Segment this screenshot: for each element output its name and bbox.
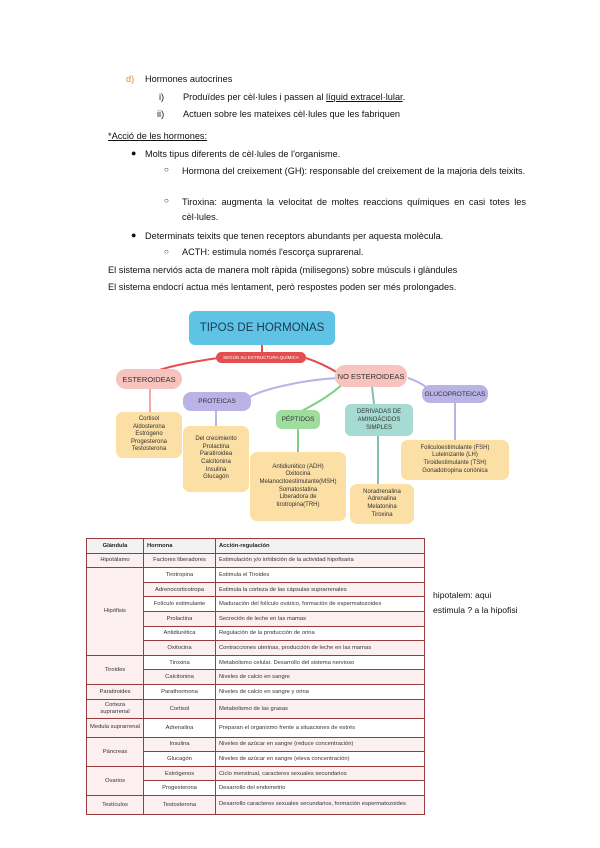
circle-bullet-icon: ○ (164, 196, 169, 205)
header-hormona: Hormona (144, 539, 216, 554)
gland-cell: Medula suprarrenal (87, 718, 144, 737)
bullet-text: Determinats teixits que tenen receptors abundants per aquesta molècula. (145, 231, 444, 241)
accio-heading: *Acció de les hormones: (108, 131, 208, 141)
list-derivadas: Noradrenalina Adrenalina Melatonina Tiroxina (350, 484, 414, 524)
node-glucoproteicas: GLUCOPROTEICAS (422, 385, 488, 403)
table-row (87, 737, 425, 752)
gland-cell: Testículos (87, 795, 144, 814)
hormone-cell: Testosterona (144, 795, 216, 814)
hormone-cell: Progesterona (144, 781, 216, 796)
side-note-line: hipotalem: aqui (433, 590, 492, 600)
paragraph-endocri: El sistema endocrí actua més lentament, però respostes poden ser més prolongades. (108, 282, 457, 292)
table-row (87, 766, 425, 781)
sub-bullet-text: Hormona del creixement (GH): responsable del creixement de la majoria dels teixits. (182, 166, 526, 176)
table-row (87, 795, 425, 814)
section-letter: d) (126, 74, 135, 84)
header-glandula: Glándula (87, 539, 144, 554)
table-row (87, 718, 425, 737)
action-cell: Estimula el Tiroides (216, 568, 425, 583)
node-no-esteroideas: NO ESTEROIDEAS (335, 365, 407, 387)
action-cell: Estimula la corteza de las cápsulas suprarrenales (216, 582, 425, 597)
gland-cell: Ovarios (87, 766, 144, 795)
section-title: Hormones autocrines (145, 74, 233, 84)
action-cell: Metabolismo celular. Desarrollo del sistema nervioso (216, 655, 425, 670)
gland-cell: Hipotálamo (87, 553, 144, 568)
mindmap-center-node: SEGÚN SU ESTRUCTURA QUÍMICA (216, 352, 306, 363)
hormone-cell: Cortisol (144, 699, 216, 718)
circle-bullet-icon: ○ (164, 247, 169, 256)
node-peptidos: PÉPTIDOS (276, 410, 320, 429)
gland-cell: Páncreas (87, 737, 144, 766)
item-number: i) (159, 92, 165, 102)
node-esteroideas: ESTEROIDEAS (116, 369, 182, 389)
hormone-cell: Parathormona (144, 684, 216, 699)
side-note-line: estimula ? a la hipofisi (433, 605, 518, 615)
action-cell: Preparan el organismo frente a situaciones de estrés (216, 718, 425, 737)
bullet-text: Molts tipus diferents de cèl·lules de l'organisme. (145, 149, 341, 159)
action-cell: Contracciones uterinas, producción de leche en las mamas (216, 641, 425, 656)
sub-bullet-text: ACTH: estimula només l'escorça suprarenal. (182, 247, 364, 257)
action-cell: Desarrollo del endometrio (216, 781, 425, 796)
hormone-cell: Adrenalina (144, 718, 216, 737)
action-cell: Niveles de azúcar en sangre (reduce concentración) (216, 737, 425, 752)
hormone-cell: Calcitonina (144, 670, 216, 685)
table-row (87, 699, 425, 718)
gland-cell: Corteza suprarrenal (87, 699, 144, 718)
node-proteicas: PROTEICAS (183, 392, 251, 411)
hormone-cell: Tiroxina (144, 655, 216, 670)
gland-cell: Paratiroides (87, 684, 144, 699)
action-cell: Maduración del folículo ovárico, formación de espermatozoides (216, 597, 425, 612)
hormone-cell: Tirotropina (144, 568, 216, 583)
action-cell: Ciclo menstrual, caracteres sexuales secundarios (216, 766, 425, 781)
table-row (87, 553, 425, 568)
hormone-cell: Adrenocorticotropa (144, 582, 216, 597)
hormone-cell: Folículo estimulante (144, 597, 216, 612)
table-row (87, 568, 425, 583)
action-cell: Metabolismo de las grasas (216, 699, 425, 718)
hormone-cell: Prolactina (144, 611, 216, 626)
list-glucoproteicas: Foliculoestimulante (FSH) Luteinizante (LH) Tiroidestimulante (TSH) Gonadotropina coriónica (401, 440, 509, 480)
list-peptidos: Antidiurético (ADH) Oxitocina Melanocitoestimulante(MSH) Somatostatina Liberadora de tirotropina(TRH) (250, 452, 346, 521)
bullet-dot-icon: ● (131, 148, 137, 158)
hormone-cell: Estrógenos (144, 766, 216, 781)
hormone-cell: Insulina (144, 737, 216, 752)
mindmap-title: TIPOS DE HORMONAS (189, 311, 335, 345)
action-cell: Niveles de calcio en sangre y orina (216, 684, 425, 699)
gland-cell: Hipófisis (87, 568, 144, 656)
hormone-cell: Glucagón (144, 752, 216, 767)
circle-bullet-icon: ○ (164, 165, 169, 174)
hormone-cell: Antidiurética (144, 626, 216, 641)
gland-cell: Tiroides (87, 655, 144, 684)
action-cell: Niveles de azúcar en sangre (eleva concentración) (216, 752, 425, 767)
header-accion: Acción-regulación (216, 539, 425, 554)
hormone-table (86, 538, 425, 815)
action-cell: Niveles de calcio en sangre (216, 670, 425, 685)
action-cell: Desarrollo caracteres sexuales secundarios, formación espermatozoides (216, 795, 425, 814)
hormone-cell: Oxitocina (144, 641, 216, 656)
underlined-term: líquid extracel·lular (326, 92, 403, 102)
paragraph-nervios: El sistema nerviós acta de manera molt ràpida (milisegons) sobre músculs i glàndules (108, 265, 458, 275)
list-proteicas: Del crecimiento Prolactina Paratiroidea Calcitonina Insulina Glucagón (183, 426, 249, 492)
list-esteroideas: Cortisol Aldosterona Estrógeno Progesterona Testosterona (116, 412, 182, 458)
bullet-dot-icon: ● (131, 230, 137, 240)
item-number: ii) (157, 109, 165, 119)
action-cell: Secreción de leche en las mamas (216, 611, 425, 626)
hormone-cell: Factores liberadores (144, 553, 216, 568)
action-cell: Estimulación y/o inhibición de la actividad hipofisaria (216, 553, 425, 568)
table-row (87, 655, 425, 670)
action-cell: Regulación de la producción de orina (216, 626, 425, 641)
item-text: Produïdes per cèl·lules i passen al líquid extracel·lular. (183, 92, 406, 102)
node-derivadas: DERIVADAS DE AMINOÁCIDOS SIMPLES (345, 404, 413, 436)
table-row (87, 684, 425, 699)
sub-bullet-text: Tiroxina: augmenta la velocitat de moltes reaccions químiques en casi totes les cèl·lules. (182, 197, 526, 222)
item-text: Actuen sobre les mateixes cèl·lules que les fabriquen (183, 109, 401, 119)
